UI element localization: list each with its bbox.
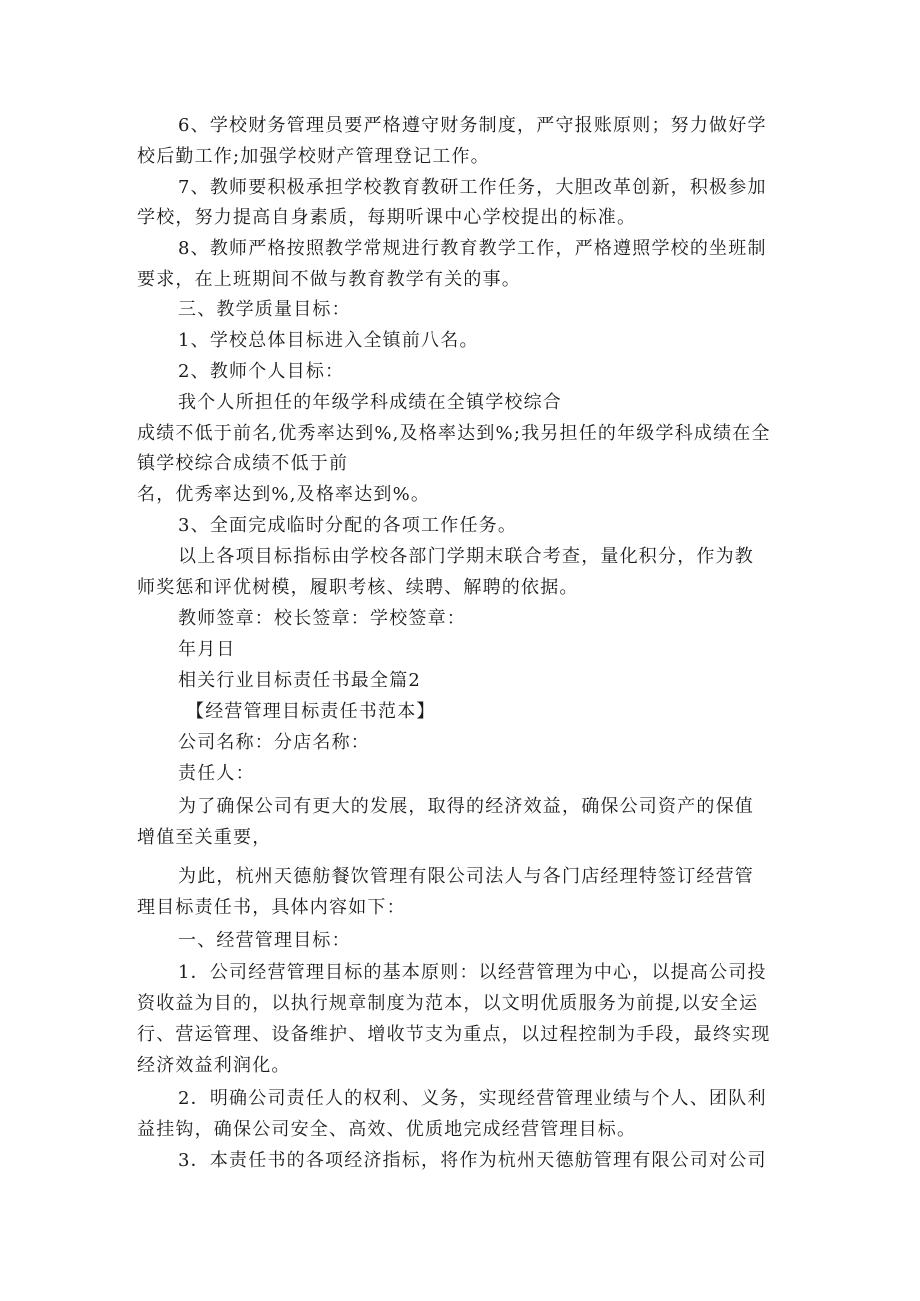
text-line: 为了确保公司有更大的发展，取得的经济效益，确保公司资产的保值	[178, 796, 754, 817]
text-line: 为此，杭州天德舫餐饮管理有限公司法人与各门店经理特签订经营管	[178, 866, 754, 887]
text-line: 名，优秀率达到%,及格率达到%。	[137, 484, 431, 505]
text-line: 8、教师严格按照教学常规进行教育教学工作，严格遵照学校的坐班制	[178, 238, 767, 259]
text-line: 1、学校总体目标进入全镇前八名。	[178, 330, 479, 351]
text-line: 镇学校综合成绩不低于前	[137, 453, 349, 474]
text-line: 责任人：	[178, 763, 255, 784]
text-line: 公司名称：分店名称：	[178, 732, 370, 753]
text-line: 增值至关重要，	[137, 827, 272, 848]
text-line: 7、教师要积极承担学校教育教研工作任务，大胆改革创新，积极参加	[178, 177, 767, 198]
text-line: 2．明确公司责任人的权利、义务，实现经营管理业绩与个人、团队利	[178, 1088, 767, 1109]
text-line: 要求，在上班期间不做与教育教学有关的事。	[137, 269, 521, 290]
section-heading: 三、教学质量目标：	[178, 299, 351, 320]
text-line: 益挂钩，确保公司安全、高效、优质地完成经营管理目标。	[137, 1119, 637, 1140]
text-line: 1．公司经营管理目标的基本原则：以经营管理为中心，以提高公司投	[178, 962, 767, 983]
text-line: 以上各项目标指标由学校各部门学期末联合考查，量化积分，作为教	[178, 546, 754, 567]
text-line: 理目标责任书，具体内容如下：	[137, 897, 406, 918]
text-line: 成绩不低于前名,优秀率达到%,及格率达到%;我另担任的年级学科成绩在全	[137, 423, 771, 444]
text-line: 师奖惩和评优树模，履职考核、续聘、解聘的依据。	[137, 577, 579, 598]
signature-line: 教师签章：校长签章：学校签章：	[178, 608, 466, 629]
date-line: 年月日	[178, 639, 236, 660]
text-line: 学校，努力提高自身素质，每期听课中心学校提出的标准。	[137, 207, 637, 228]
text-line: 3、全面完成临时分配的各项工作任务。	[178, 515, 518, 536]
text-line: 2、教师个人目标：	[178, 361, 345, 382]
text-line: 资收益为目的，以执行规章制度为范本，以文明优质服务为前提,以安全运	[137, 993, 759, 1014]
text-line: 经济效益利润化。	[137, 1055, 291, 1076]
text-line: 我个人所担任的年级学科成绩在全镇学校综合	[178, 392, 562, 413]
text-line: 6、学校财务管理员要严格遵守财务制度，严守报账原则；努力做好学	[178, 115, 767, 136]
text-line: 校后勤工作;加强学校财产管理登记工作。	[137, 146, 490, 167]
text-line: 行、营运管理、设备维护、增收节支为重点，以过程控制为手段，最终实现	[137, 1024, 771, 1045]
section-heading: 一、经营管理目标：	[178, 930, 351, 951]
text-line: 3．本责任书的各项经济指标，将作为杭州天德舫管理有限公司对公司	[178, 1150, 767, 1171]
section-title: 相关行业目标责任书最全篇2	[178, 670, 422, 691]
document-title: 【经营管理目标责任书范本】	[186, 701, 436, 722]
